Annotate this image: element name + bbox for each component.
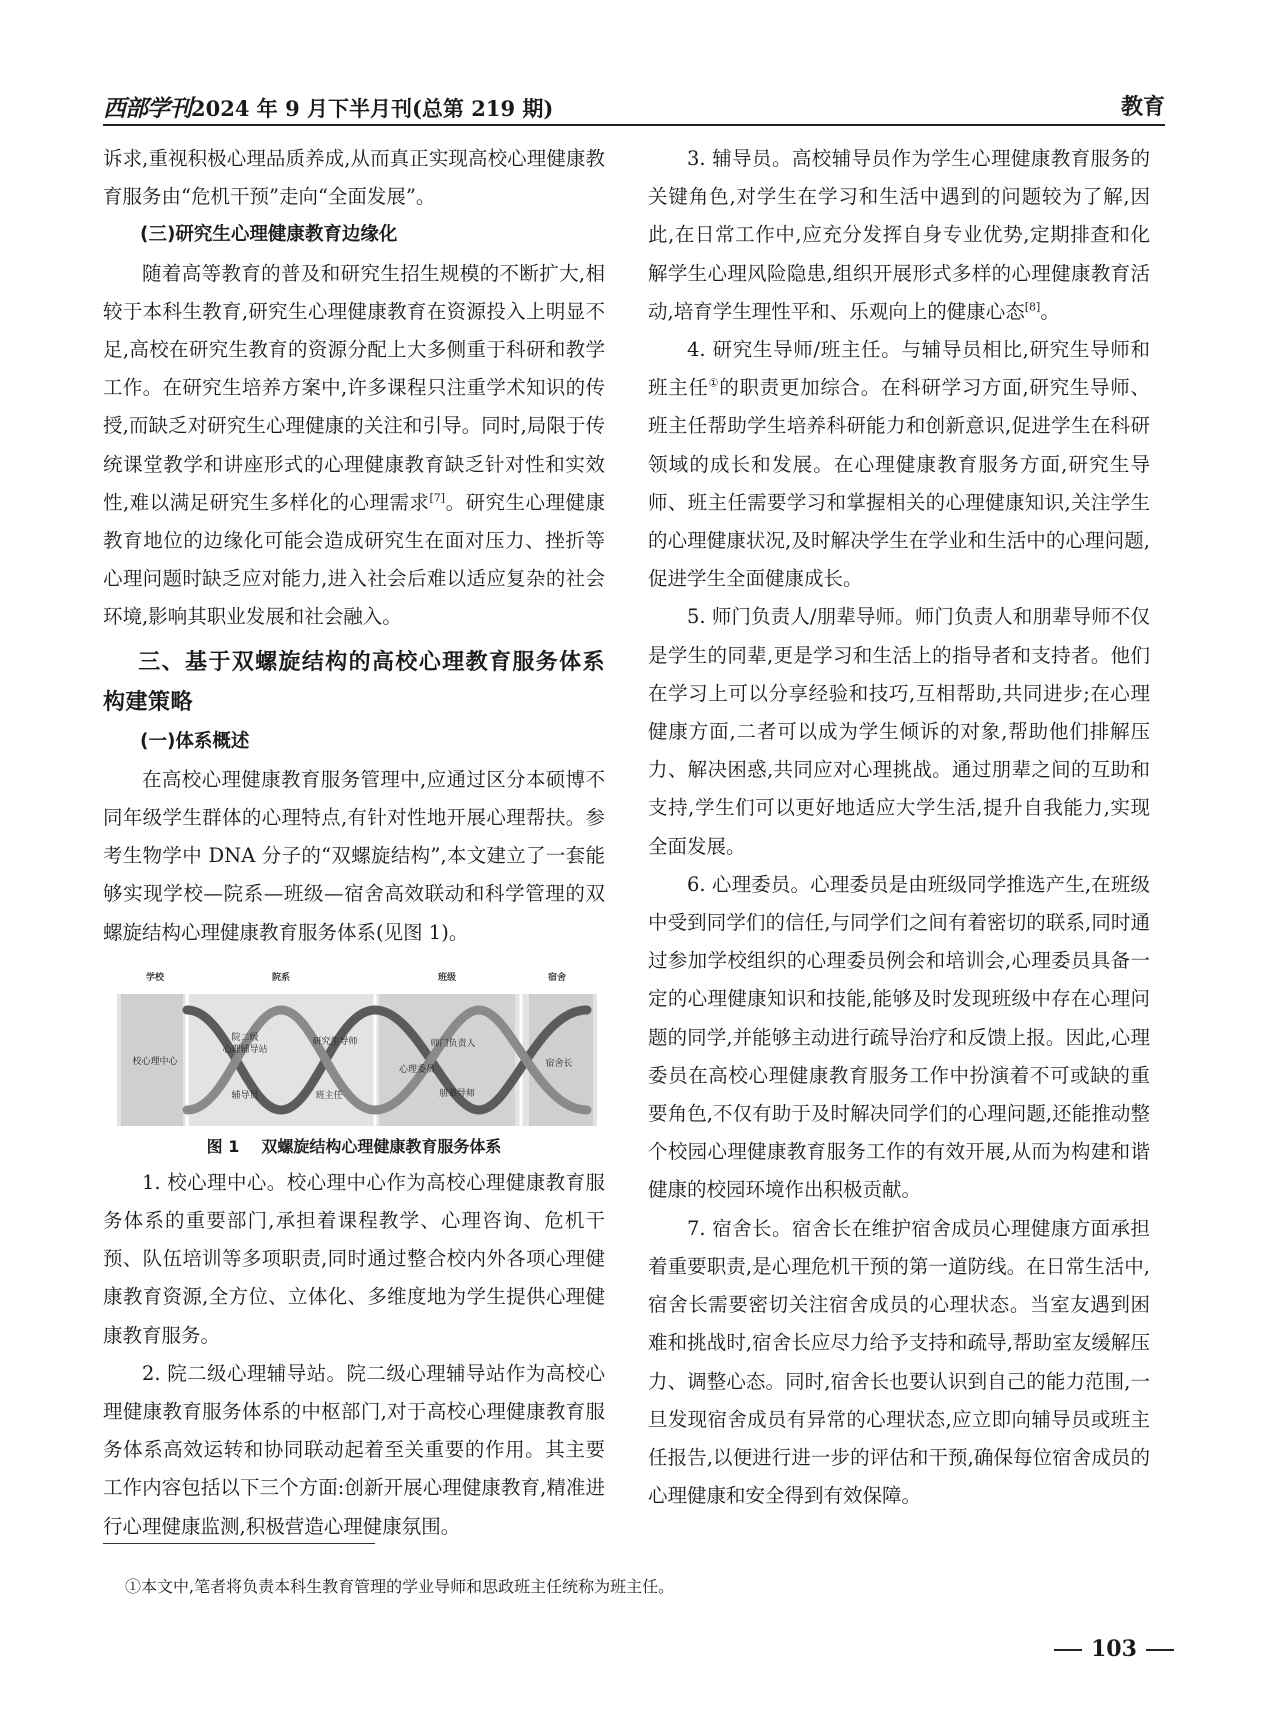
node-peer-mentor: 朋辈导师 bbox=[438, 1088, 476, 1099]
col-label-school: 学校 bbox=[145, 972, 165, 983]
col-label-class: 班级 bbox=[437, 972, 457, 983]
paragraph-item-2: 2. 院二级心理辅导站。院二级心理辅导站作为高校心理健康教育服务体系的中枢部门,对于高校心理健康教育服务体系高效运转和协同联动起着至关重要的作用。其主要工作内容包括以下三个方面:创新开展心理健康教育,精准进行心理健康监测,积极营造心理健康氛围。 bbox=[103, 1361, 605, 1538]
section-heading: 三、基于双螺旋结构的高校心理教育服务体系构建策略 bbox=[103, 649, 605, 715]
node-head-teacher: 班主任 bbox=[315, 1090, 343, 1101]
running-header bbox=[103, 86, 1165, 126]
issue-info: 2024 年 9 月下半月刊(总第 219 期) bbox=[191, 96, 554, 121]
node-department-station-line2: 心理辅导站 bbox=[222, 1044, 268, 1055]
footnote-ref-1[interactable]: ① bbox=[708, 376, 720, 390]
double-helix-svg bbox=[117, 962, 597, 1130]
section-name: 教育 bbox=[1120, 95, 1165, 120]
page-dash-left bbox=[1054, 1649, 1082, 1651]
col-label-department: 院系 bbox=[271, 972, 291, 983]
citation-8: [8] bbox=[1024, 300, 1041, 314]
page-number-value: 103 bbox=[1091, 1636, 1137, 1662]
paragraph-item-7: 7. 宿舍长。宿舍长在维护宿舍成员心理健康方面承担着重要职责,是心理危机干预的第一道防线。在日常生活中,宿舍长需要密切关注宿舍成员的心理状态。当室友遇到困难和挑战时,宿舍长应尽力给予支持和疏导,帮助室友缓解压力、调整心态。同时,宿舍长也要认识到自己的能力范围,一旦发现宿舍成员有异常的心理状态,应立即向辅导员或班主任报告,以便进行进一步的评估和干预,确保每位宿舍成员的心理健康和安全得到有效保障。 bbox=[648, 1216, 1150, 1508]
continued-paragraph: 诉求,重视积极心理品质养成,从而真正实现高校心理健康教育服务由“危机干预”走向“全面发展”。 bbox=[103, 147, 605, 209]
figure-title: 双螺旋结构心理健康教育服务体系 bbox=[261, 1136, 502, 1156]
subheading-1: (一)体系概述 bbox=[140, 730, 250, 752]
double-helix-diagram bbox=[117, 962, 597, 1130]
footnote-rule bbox=[103, 1543, 375, 1544]
right-column bbox=[648, 140, 1150, 1515]
figure-1 bbox=[103, 962, 605, 1162]
paragraph-item-6: 6. 心理委员。心理委员是由班级同学推选产生,在班级中受到同学们的信任,与同学们之间有着密切的联系,同时通过参加学校组织的心理委员例会和培训会,心理委员具备一定的心理健康知识和技能,能够及时发现班级中存在心理问题的同学,并能够主动进行疏导治疗和反馈上报。因此,心理委员在高校心理健康教育服务工作中扮演着不可或缺的重要角色,不仅有助于及时解决同学们的心理问题,还能推动整个校园心理健康教育服务工作的有效开展,从而为构建和谐健康的校园环境作出积极贡献。 bbox=[648, 872, 1150, 1202]
page-number bbox=[1045, 1636, 1183, 1662]
node-department-station-line1: 院二级 bbox=[231, 1032, 259, 1043]
figure-number: 图 1 bbox=[206, 1136, 240, 1156]
col-label-dorm: 宿舍 bbox=[547, 972, 567, 983]
header-issue-line bbox=[103, 90, 553, 123]
paragraph-overview: 在高校心理健康教育服务管理中,应通过区分本硕博不同年级学生群体的心理特点,有针对性地开展心理帮扶。参考生物学中 DNA 分子的“双螺旋结构”,本文建立了一套能够实现学校—院系—班级—宿舍高效联动和科学管理的双螺旋结构心理健康教育服务体系(见图 1)。 bbox=[103, 767, 605, 944]
node-psych-member: 心理委员 bbox=[398, 1064, 436, 1075]
node-school-center: 校心理中心 bbox=[132, 1056, 178, 1067]
paragraph-item-5: 5. 师门负责人/朋辈导师。师门负责人和朋辈导师不仅是学生的同辈,更是学习和生活上的指导者和支持者。他们在学习上可以分享经验和技巧,互相帮助,共同进步;在心理健康方面,二者可以成为学生倾诉的对象,帮助他们排解压力、解决困惑,共同应对心理挑战。通过朋辈之间的互助和支持,学生们可以更好地适应大学生活,提升自我能力,实现全面发展。 bbox=[648, 605, 1150, 858]
node-counselor: 辅导员 bbox=[231, 1090, 259, 1101]
footnote-text: ①本文中,笔者将负责本科生教育管理的学业导师和思政班主任统称为班主任。 bbox=[125, 1577, 675, 1596]
node-supervisor: 研究生导师 bbox=[312, 1036, 358, 1047]
node-lab-lead: 师门负责人 bbox=[430, 1038, 476, 1049]
paragraph-item-3: 3. 辅导员。高校辅导员作为学生心理健康教育服务的关键角色,对学生在学习和生活中遇到的问题较为了解,因此,在日常工作中,应充分发挥自身专业优势,定期排查和化解学生心理风险隐患,组织开展形式多样的心理健康教育活动,培育学生理性平和、乐观向上的健康心态[8]。 bbox=[648, 147, 1150, 323]
header-rule bbox=[103, 124, 1165, 126]
paragraph-item-1: 1. 校心理中心。校心理中心作为高校心理健康教育服务体系的重要部门,承担着课程教学、心理咨询、危机干预、队伍培训等多项职责,同时通过整合校内外各项心理健康教育资源,全方位、立体化、多维度地为学生提供心理健康教育服务。 bbox=[103, 1170, 605, 1347]
figure-caption bbox=[103, 1132, 605, 1162]
citation-7: [7] bbox=[429, 491, 446, 505]
page-dash-right bbox=[1146, 1649, 1174, 1651]
paragraph-marginalization: 随着高等教育的普及和研究生招生规模的不断扩大,相较于本科生教育,研究生心理健康教育在资源投入上明显不足,高校在研究生教育的资源分配上大多侧重于科研和教学工作。在研究生培养方案中,许多课程只注重学术知识的传授,而缺乏对研究生心理健康的关注和引导。同时,局限于传统课堂教学和讲座形式的心理健康教育缺乏针对性和实效性,难以满足研究生多样化的心理需求[7]。研究生心理健康教育地位的边缘化可能会造成研究生在面对压力、挫折等心理问题时缺乏应对能力,进入社会后难以适应复杂的社会环境,影响其职业发展和社会融入。 bbox=[103, 261, 605, 629]
paragraph-item-4: 4. 研究生导师/班主任。与辅导员相比,研究生导师和班主任①的职责更加综合。在科研学习方面,研究生导师、班主任帮助学生培养科研能力和创新意识,促进学生在科研领域的成长和发展。在心理健康教育服务方面,研究生导师、班主任需要学习和掌握相关的心理健康知识,关注学生的心理健康状况,及时解决学生在学业和生活中的心理问题,促进学生全面健康成长。 bbox=[648, 338, 1150, 591]
journal-logo: 西部学刊 bbox=[103, 95, 191, 122]
node-dorm-head: 宿舍长 bbox=[545, 1058, 573, 1069]
left-column bbox=[103, 140, 605, 1546]
subheading-3: (三)研究生心理健康教育边缘化 bbox=[140, 224, 398, 246]
